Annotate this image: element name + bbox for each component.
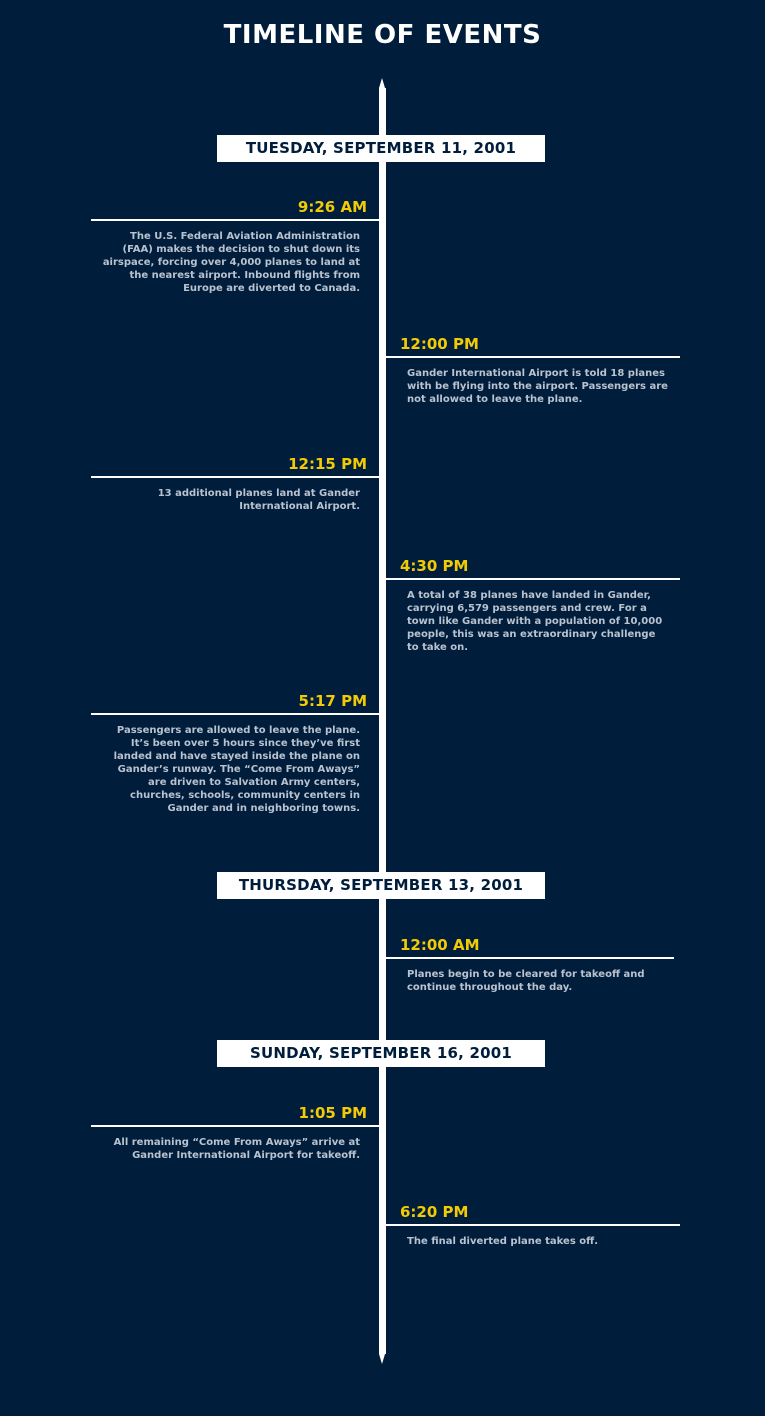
timeline-arrow-bottom: [379, 1354, 385, 1364]
event-divider: [91, 1125, 380, 1127]
event-divider: [91, 219, 380, 221]
date-banner-sep-16: SUNDAY, SEPTEMBER 16, 2001: [217, 1040, 545, 1067]
timeline-event: [386, 936, 674, 994]
event-description: Planes begin to be cleared for takeoff and continue throughout the day.: [407, 969, 645, 993]
event-time: 12:00 AM: [400, 936, 480, 954]
event-divider: [91, 713, 380, 715]
timeline-event: [386, 557, 680, 654]
timeline-event: [91, 455, 380, 513]
event-time: 5:17 PM: [298, 692, 367, 710]
event-description: The final diverted plane takes off.: [407, 1236, 599, 1247]
event-description: The U.S. Federal Aviation Administration (FAA) makes the decision to shut down its airspace, forcing over 4,000 planes to land at the nearest airport. Inbound flights from Europe are diverted to Canada.: [102, 231, 360, 294]
event-description: A total of 38 planes have landed in Gander, carrying 6,579 passengers and crew. For a town like Gander with a population of 10,000 people, this was an extraordinary challenge to take on.: [407, 590, 663, 653]
event-description: 13 additional planes land at Gander International Airport.: [157, 488, 360, 512]
event-time: 12:00 PM: [400, 335, 479, 353]
timeline-arrow-top: [379, 78, 385, 88]
event-divider: [386, 578, 680, 580]
date-banner-sep-11: TUESDAY, SEPTEMBER 11, 2001: [217, 135, 545, 162]
timeline-event: [91, 198, 380, 295]
timeline-event: [91, 1104, 380, 1162]
timeline-event: [386, 335, 680, 406]
date-banner-sep-13: THURSDAY, SEPTEMBER 13, 2001: [217, 872, 545, 899]
event-description: Gander International Airport is told 18 planes with be flying into the airport. Passengers are not allowed to leave the plane.: [407, 368, 668, 405]
page-title: TIMELINE OF EVENTS: [223, 20, 542, 50]
timeline-spine: [379, 88, 386, 1354]
event-time: 1:05 PM: [298, 1104, 367, 1122]
event-time: 12:15 PM: [288, 455, 367, 473]
event-time: 9:26 AM: [297, 198, 367, 216]
event-time: 4:30 PM: [400, 557, 469, 575]
timeline-event: [91, 692, 380, 815]
event-description: All remaining “Come From Aways” arrive at Gander International Airport for takeoff.: [113, 1137, 360, 1161]
event-divider: [91, 476, 380, 478]
event-divider: [386, 957, 674, 959]
event-divider: [386, 356, 680, 358]
event-description: Passengers are allowed to leave the plane. It’s been over 5 hours since they’ve first landed and have stayed inside the plane on Gander’s runway. The “Come From Aways” are driven to Salvation Army centers, churches, schools, community centers in Gander and in neighboring towns.: [113, 725, 360, 814]
event-time: 6:20 PM: [400, 1203, 469, 1221]
timeline-event: [386, 1203, 680, 1248]
event-divider: [386, 1224, 680, 1226]
